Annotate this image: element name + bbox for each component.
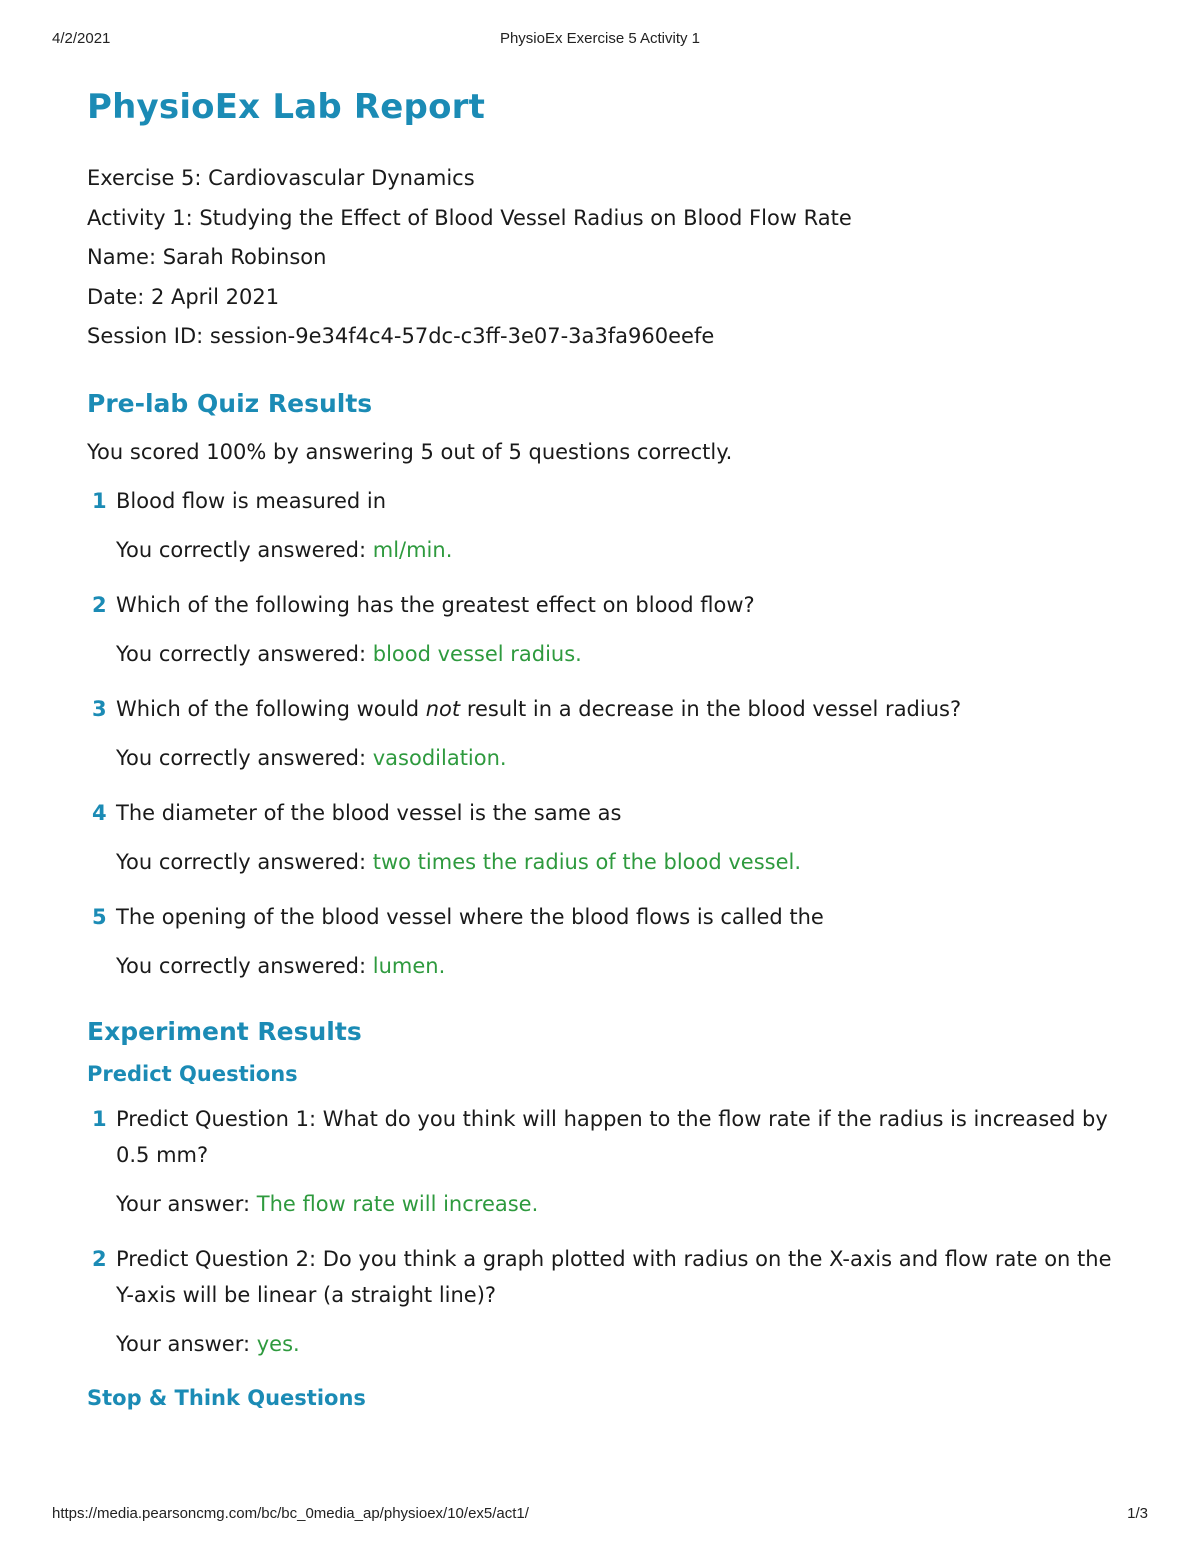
activity-line: Activity 1: Studying the Effect of Blood Vessel Radius on Blood Flow Rate [87, 205, 852, 230]
prelab-question [87, 899, 1127, 981]
prelab-heading: Pre-lab Quiz Results [87, 388, 373, 418]
question-text: The opening of the blood vessel where the blood flows is called the [116, 904, 824, 929]
answer-line [116, 639, 1127, 669]
question-number: 2 [92, 1246, 107, 1271]
prelab-question [87, 691, 1127, 773]
session-id-line: Session ID: session-9e34f4c4-57dc-c3ff-3e07-3a3fa960eefe [87, 324, 715, 348]
answer-prefix: You correctly answered: [116, 537, 373, 562]
print-header [0, 30, 1200, 52]
correct-answer: ml/min. [372, 537, 453, 562]
answer-prefix: You correctly answered: [116, 745, 373, 770]
question-number: 4 [92, 800, 107, 825]
correct-answer: two times the radius of the blood vessel. [372, 849, 802, 874]
answer-line [116, 847, 1127, 877]
question-text: The diameter of the blood vessel is the same as [116, 800, 622, 825]
answer-line [116, 951, 1127, 981]
answer-prefix: You correctly answered: [116, 641, 373, 666]
print-date: 4/2/2021 [52, 30, 111, 47]
question-number: 1 [92, 1106, 107, 1131]
prelab-question [87, 795, 1127, 877]
experiment-heading: Experiment Results [87, 1016, 362, 1046]
answer-prefix: You correctly answered: [116, 849, 373, 874]
your-answer: yes. [256, 1331, 300, 1356]
question-number: 2 [92, 592, 107, 617]
question-text: Blood flow is measured in [116, 488, 387, 513]
prelab-question-list [87, 483, 1127, 981]
answer-line [116, 743, 1127, 773]
print-footer [0, 1505, 1200, 1527]
date-line: Date: 2 April 2021 [87, 284, 280, 309]
predict-question-list [87, 1101, 1127, 1359]
question-number: 3 [92, 696, 107, 721]
your-answer: The flow rate will increase. [256, 1191, 539, 1216]
prelab-question [87, 587, 1127, 669]
answer-line [116, 1189, 1127, 1219]
question-text-after: result in a decrease in the blood vessel radius? [460, 696, 962, 721]
report-title: PhysioEx Lab Report [87, 87, 486, 127]
print-page-title: PhysioEx Exercise 5 Activity 1 [499, 30, 701, 47]
page-url: https://media.pearsoncmg.com/bc/bc_0media_ap/physioex/10/ex5/act1/ [52, 1505, 529, 1522]
predict-question [87, 1101, 1127, 1219]
predict-question [87, 1241, 1127, 1359]
page-counter: 1/3 [1127, 1505, 1148, 1522]
report-meta [87, 159, 1127, 357]
question-text: Predict Question 2: Do you think a graph plotted with radius on the X-axis and flow rate on the Y-axis will be linear (a straight line)? [116, 1246, 1112, 1307]
correct-answer: vasodilation. [372, 745, 507, 770]
name-line: Name: Sarah Robinson [87, 245, 327, 269]
report-content [87, 85, 1127, 1413]
answer-prefix: You correctly answered: [116, 953, 373, 978]
answer-prefix: Your answer: [116, 1331, 257, 1356]
question-text: Which of the following has the greatest effect on blood flow? [116, 592, 755, 617]
quiz-score: You scored 100% by answering 5 out of 5 questions correctly. [87, 439, 733, 464]
correct-answer: blood vessel radius. [372, 641, 582, 666]
question-text: Predict Question 1: What do you think will happen to the flow rate if the radius is increased by 0.5 mm? [116, 1106, 1108, 1167]
answer-line [116, 535, 1127, 565]
answer-prefix: Your answer: [116, 1191, 257, 1216]
answer-line [116, 1329, 1127, 1359]
question-number: 1 [92, 488, 107, 513]
question-text [116, 691, 1127, 727]
correct-answer: lumen. [372, 953, 446, 978]
question-text-before: Which of the following would [116, 696, 426, 721]
question-emphasis: not [425, 696, 461, 721]
exercise-line: Exercise 5: Cardiovascular Dynamics [87, 166, 475, 190]
prelab-question [87, 483, 1127, 565]
question-number: 5 [92, 904, 107, 929]
stop-think-heading: Stop & Think Questions [87, 1385, 366, 1410]
predict-questions-heading: Predict Questions [87, 1061, 298, 1086]
